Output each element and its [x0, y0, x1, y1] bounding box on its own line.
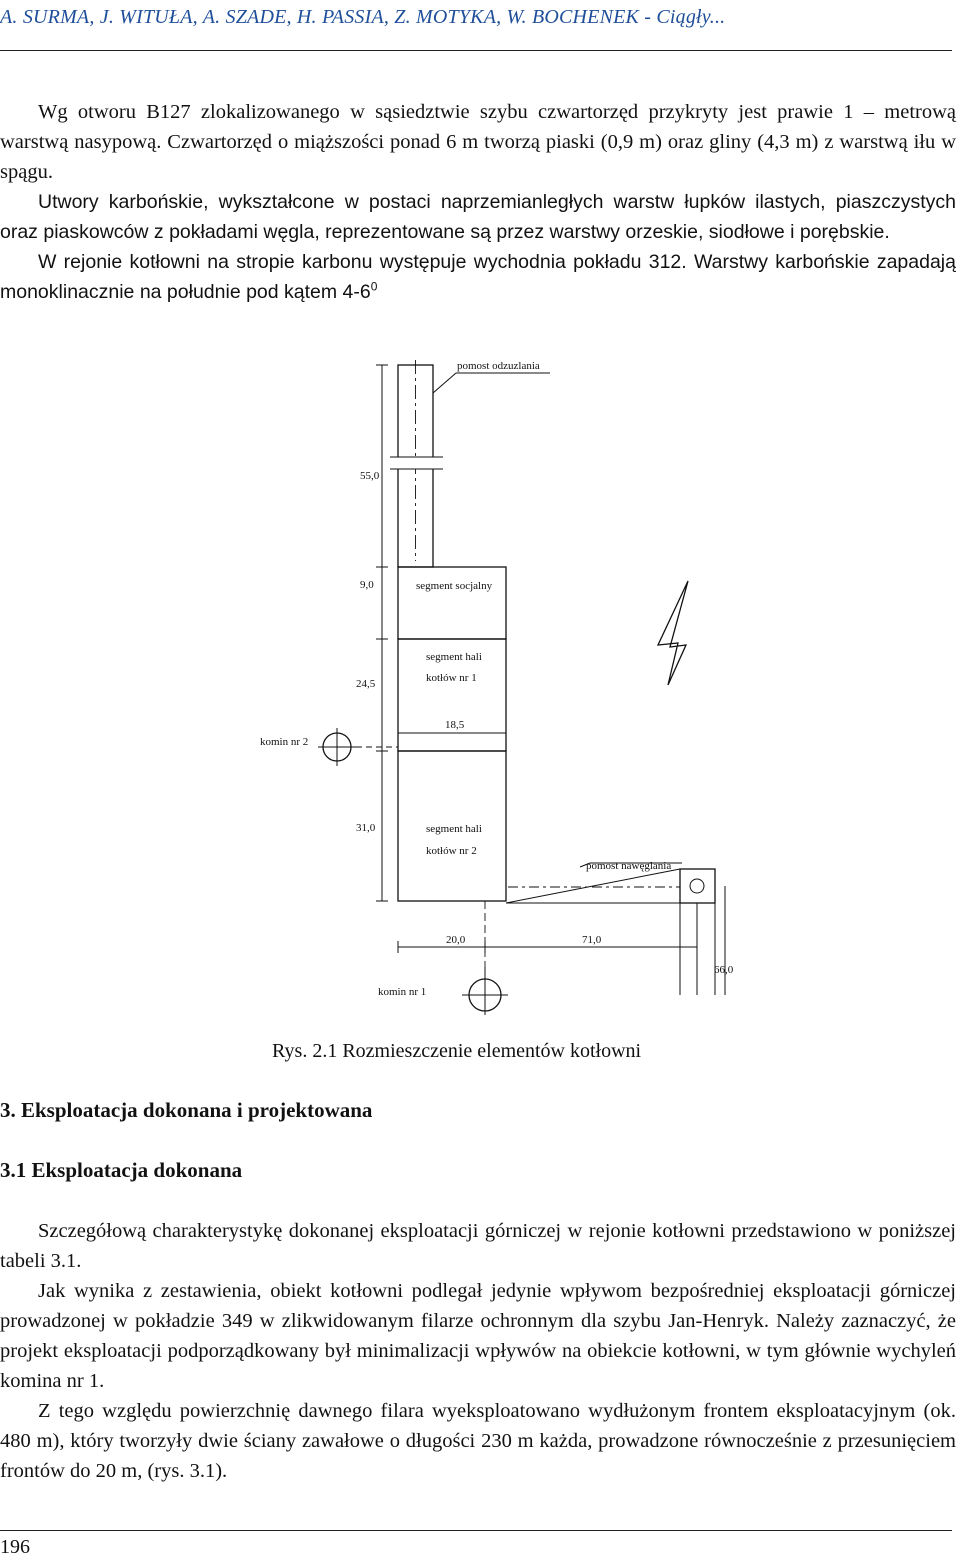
- label-segment-hali-2-line1: segment hali: [426, 823, 482, 835]
- outcrop-text: W rejonie kotłowni na stropie karbonu występuje wychodnia pokładu 312. Warstwy karbońskie zapadają monoklinacznie na południe pod kątem 4-6: [0, 251, 956, 303]
- header-rule: [0, 50, 952, 51]
- label-dim-66: 66,0: [714, 964, 734, 976]
- label-pomost-odzuzlania: pomost odzuzlania: [457, 360, 540, 372]
- intro-text: [0, 97, 956, 307]
- label-dim-31: 31,0: [356, 822, 376, 834]
- label-dim-9: 9,0: [360, 579, 374, 591]
- label-segment-socjalny: segment socjalny: [416, 580, 493, 592]
- label-komin-1: komin nr 1: [378, 986, 427, 998]
- coal-platform-head: [680, 869, 715, 903]
- label-pomost-naweglania: pomost nawęglania: [586, 860, 672, 872]
- label-segment-hali-1-line1: segment hali: [426, 651, 482, 663]
- figure-caption: Rys. 2.1 Rozmieszczenie elementów kotłowni: [272, 1040, 642, 1062]
- label-dim-55: 55,0: [360, 470, 380, 482]
- paragraph-outcrop: [0, 247, 956, 307]
- site-plan-diagram: [250, 355, 770, 1015]
- boiler-house-figure: [250, 355, 770, 1015]
- segment-socjalny: [398, 567, 506, 639]
- paragraph-summary: Jak wynika z zestawienia, obiekt kotłowni podlegał jedynie wpływom bezpośredniej eksploatacji górniczej prowadzonej w pokładzie 349 w zlikwidowanym filarze ochronnym dla szybu Jan-Henryk. Należy zaznaczyć, że projekt eksploatacji podporządkowany był minimalizacji wpływów na obiekcie kotłowni, w tym głównie wychyleń komina nr 1.: [0, 1280, 956, 1392]
- paragraph-front: Z tego względu powierzchnię dawnego filara wyeksploatowano wydłużonym frontem eksploatacyjnym (ok. 480 m), który tworzyły dwie ściany zawałowe o długości 230 m każda, prowadzone równocześnie z przesunięciem frontów do 20 m, (rys. 3.1).: [0, 1400, 956, 1482]
- page-number: 196: [0, 1536, 30, 1558]
- subsection-heading: 3.1 Eksploatacja dokonana: [0, 1158, 243, 1182]
- label-segment-hali-1-line2: kotłów nr 1: [426, 672, 477, 684]
- label-dim-24-5: 24,5: [356, 678, 376, 690]
- paragraph-carboniferous: Utwory karbońskie, wykształcone w postaci naprzemianległych warstw łupków ilastych, piaszczystych oraz piaskowców z pokładami węgla, reprezentowane są przez warstwy orzeskie, siodłowe i porębskie.: [0, 191, 956, 243]
- section-heading: 3. Eksploatacja dokonana i projektowana: [0, 1098, 373, 1122]
- footer-rule: [0, 1530, 952, 1531]
- label-dim-18-5: 18,5: [445, 719, 465, 731]
- label-komin-2: komin nr 2: [260, 736, 309, 748]
- running-head: A. SURMA, J. WITUŁA, A. SZADE, H. PASSIA, Z. MOTYKA, W. BOCHENEK - Ciągły...: [0, 6, 726, 28]
- degree-superscript: 0: [370, 279, 378, 294]
- label-dim-20: 20,0: [446, 934, 466, 946]
- label-segment-hali-2-line2: kotłów nr 2: [426, 845, 477, 857]
- paragraph-borehole: Wg otworu B127 zlokalizowanego w sąsiedztwie szybu czwartorzęd przykryty jest prawie 1 – metrową warstwą nasypową. Czwartorzęd o miąższości ponad 6 m tworzą piaski (0,9 m) oraz gliny (4,3 m) z warstwą iłu w spągu.: [0, 101, 956, 183]
- label-dim-71: 71,0: [582, 934, 602, 946]
- north-arrow: [658, 581, 688, 685]
- paragraph-table-ref: Szczegółową charakterystykę dokonanej eksploatacji górniczej w rejonie kotłowni przedstawiono w poniższej tabeli 3.1.: [0, 1220, 956, 1272]
- section-text: [0, 1216, 956, 1486]
